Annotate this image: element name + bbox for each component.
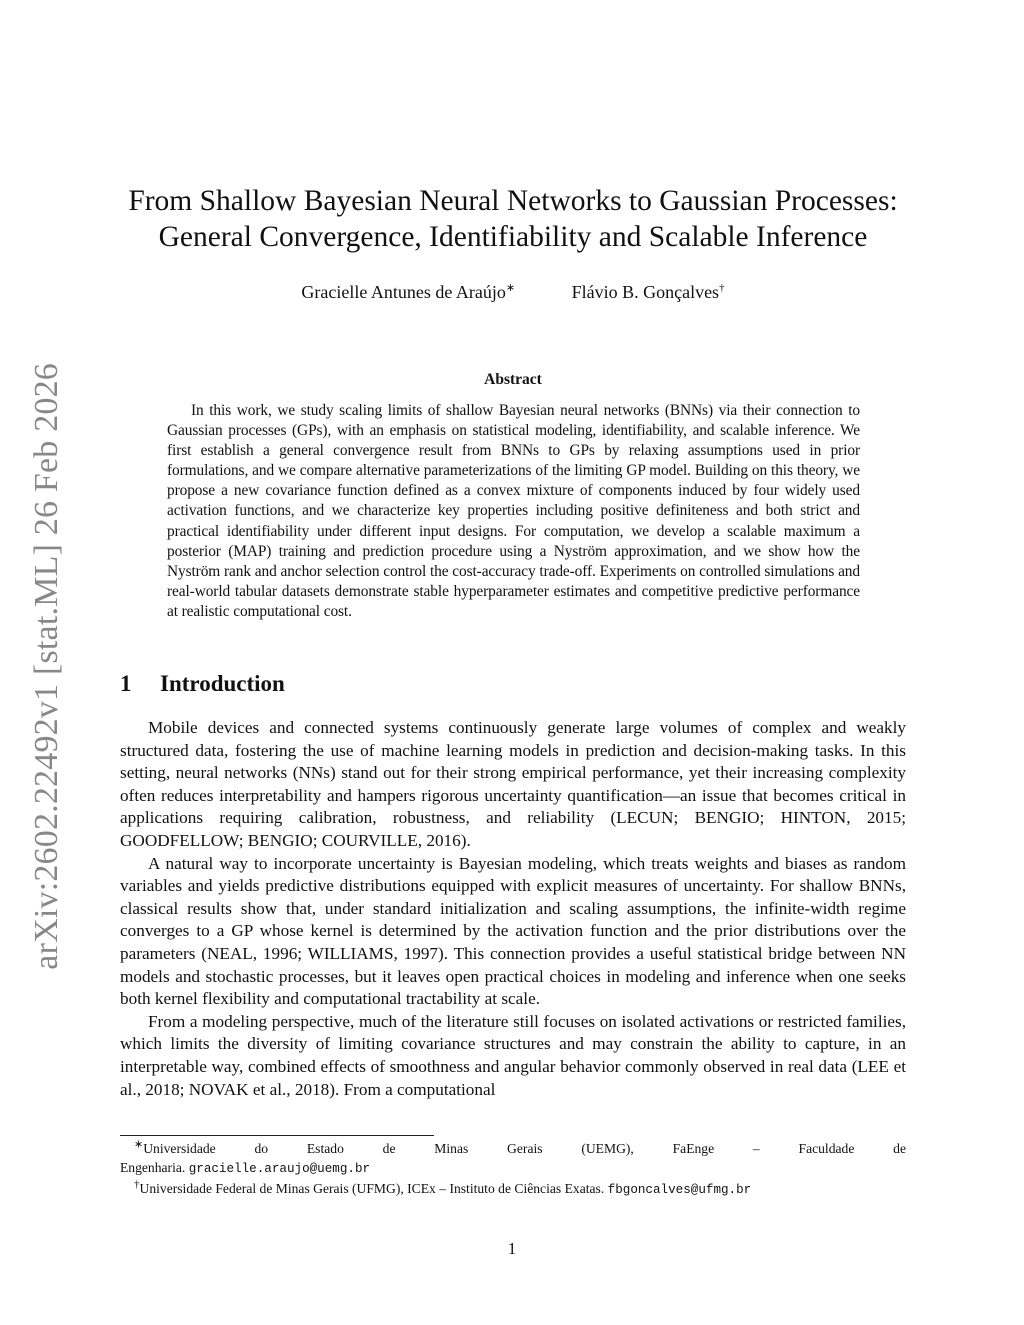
title-line-2: General Convergence, Identifiability and Scalable Inference <box>158 221 868 253</box>
section-heading-introduction <box>120 671 906 697</box>
author-2-mark: † <box>719 282 725 294</box>
author-1-name: Gracielle Antunes de Araújo <box>301 282 506 302</box>
page-number: 1 <box>507 1239 517 1258</box>
arxiv-side-identifier <box>20 356 74 976</box>
footnote-1-email[interactable]: gracielle.araujo@uemg.br <box>188 1161 371 1176</box>
author-list <box>120 282 906 303</box>
footnotes <box>120 1140 906 1200</box>
footnote-1-mark: ∗ <box>134 1138 144 1151</box>
paper-title <box>120 183 906 255</box>
author-1 <box>301 282 515 303</box>
author-1-mark: ∗ <box>505 282 516 294</box>
paragraph-2: A natural way to incorporate uncertainty is Bayesian modeling, which treats weights and biases as random variables and yields predictive distributions equipped with explicit measures of uncertainty. For shallow BNNs, classical results show that, under standard initialization and scaling assumptions, the infinite-width regime converges to a GP whose kernel is determined by the activation function and the prior distributions over the parameters (NEAL, 1996; WILLIAMS, 1997). This connection provides a useful statistical bridge between NN models and stochastic processes, but it leaves open practical choices in modeling and inference when one seeks both kernel flexibility and computational tractability at scale. <box>120 853 906 1009</box>
section-title: Introduction <box>160 671 285 696</box>
footnote-2-mark: † <box>134 1178 140 1191</box>
abstract-heading: Abstract <box>484 371 542 388</box>
author-2 <box>572 282 725 303</box>
author-2-name: Flávio B. Gonçalves <box>571 282 720 302</box>
title-line-1: From Shallow Bayesian Neural Networks to Gaussian Processes: <box>128 185 898 217</box>
footnote-2-email[interactable]: fbgoncalves@ufmg.br <box>607 1183 752 1197</box>
footnote-divider <box>120 1135 434 1136</box>
section-number: 1 <box>120 671 132 696</box>
paragraph-1: Mobile devices and connected systems continuously generate large volumes of complex and weakly structured data, fostering the use of machine learning models in prediction and decision-making tasks. In this setting, neural networks (NNs) stand out for their strong empirical performance, yet their increasing complexity often reduces interpretability and hampers rigorous uncertainty quantification—an issue that becomes critical in applications requiring calibration, robustness, and reliability (LECUN; BENGIO; HINTON, 2015; GOODFELLOW; BENGIO; COURVILLE, 2016). <box>120 718 906 850</box>
abstract-text: In this work, we study scaling limits of shallow Bayesian neural networks (BNNs) via their connection to Gaussian processes (GPs), with an emphasis on statistical modeling, identifiability, and scalable inference. We first establish a general convergence result from BNNs to GPs by relaxing assumptions used in prior formulations, and we compare alternative parameterizations of the limiting GP model. Building on this theory, we propose a new covariance function defined as a convex mixture of components induced by four widely used activation functions, and we characterize key properties including positive definiteness and both strict and practical identifiability under different input designs. For computation, we develop a scalable maximum a posterior (MAP) training and prediction procedure using a Nyström approximation, and we show how the Nyström rank and anchor selection control the cost-accuracy trade-off. Experiments on controlled simulations and real-world tabular datasets demonstrate stable hyperparameter estimates and competitive predictive performance at realistic computational cost. <box>167 402 860 620</box>
introduction-body <box>120 717 906 1101</box>
footnote-2 <box>120 1180 906 1200</box>
arxiv-identifier-text: arXiv:2602.22492v1 [stat.ML] 26 Feb 2026 <box>28 362 65 970</box>
footnote-1-text: Universidade do Estado de Minas Gerais (UEMG), FaEnge – Faculdade de Engenharia. <box>120 1141 906 1175</box>
footnote-2-text: Universidade Federal de Minas Gerais (UFMG), ICEx – Instituto de Ciências Exatas. <box>139 1181 605 1196</box>
paragraph-3: From a modeling perspective, much of the literature still focuses on isolated activations or restricted families, which limits the diversity of limiting covariance structures and may constrain the ability to capture, in an interpretable way, combined effects of smoothness and angular behavior commonly observed in real data (LEE et al., 2018; NOVAK et al., 2018). From a computational <box>120 1011 906 1099</box>
footnote-1 <box>120 1140 906 1178</box>
